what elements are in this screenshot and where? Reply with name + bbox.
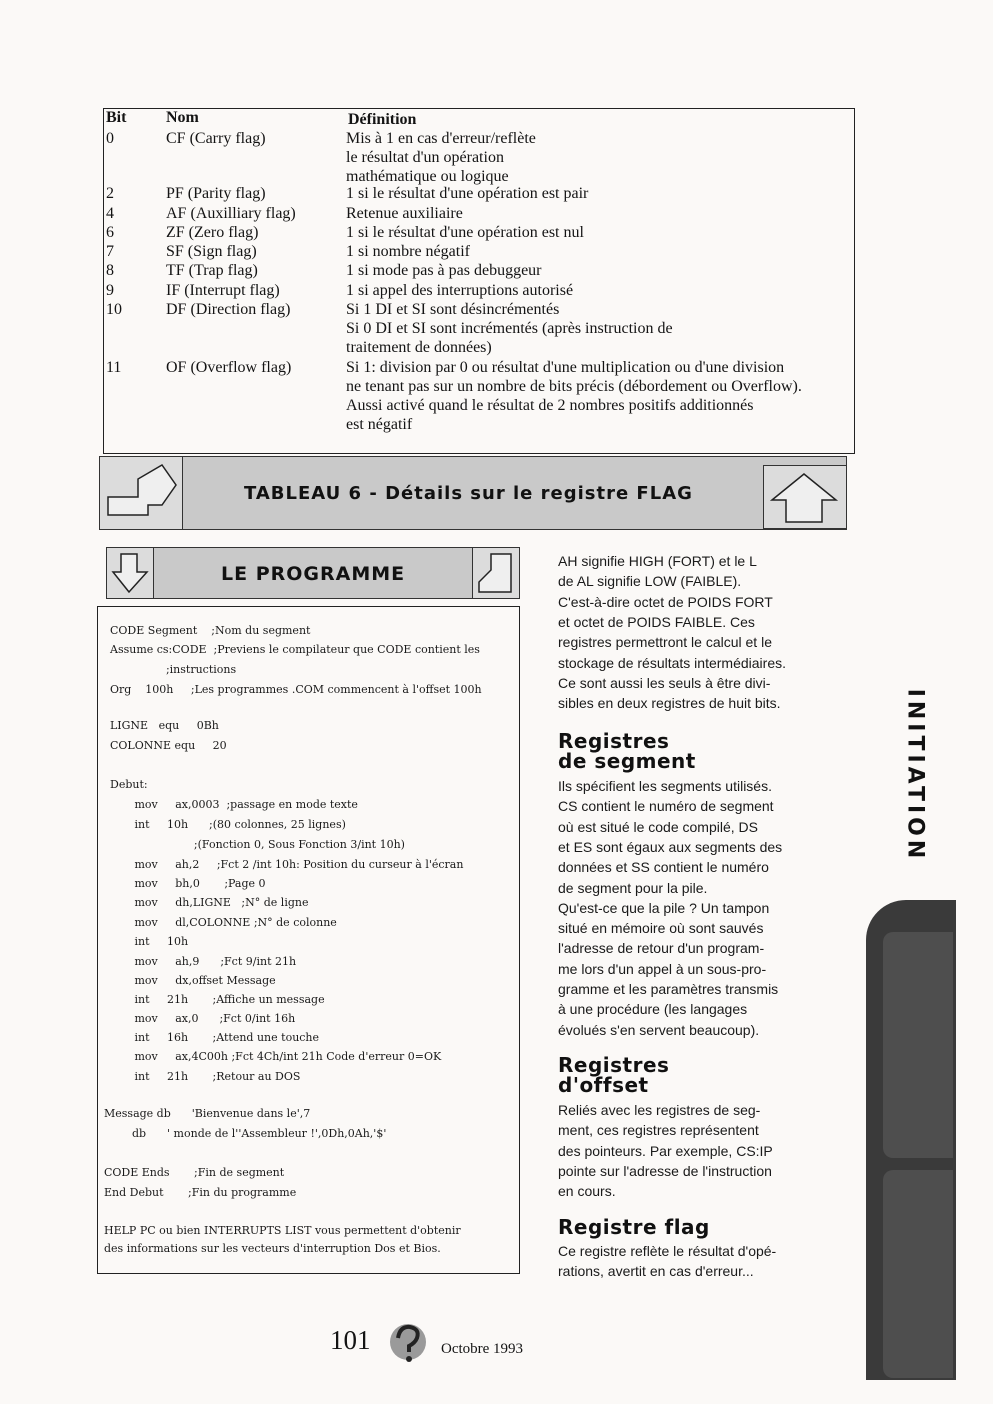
- flag-body-line: Ce registre reflète le résultat d'opé-: [558, 1243, 777, 1259]
- definition-line: 1 si appel des interruptions autorisé: [346, 282, 574, 299]
- segment-body-line: situé en mémoire où sont sauvés: [558, 920, 764, 937]
- code-line: CODE Segment ;Nom du segment: [110, 624, 311, 637]
- flag-definition: [346, 242, 851, 261]
- segment-body-line: données et SS contient le numéro: [558, 859, 769, 876]
- header-nom: Nom: [166, 109, 199, 126]
- flag-definition: [346, 358, 851, 434]
- segment-body-line: où est situé le code compilé, DS: [558, 818, 758, 835]
- segment-body-line: Ils spécifient les segments utilisés.: [558, 778, 772, 794]
- column-intro-line: registres permettront le calcul et le: [558, 634, 772, 651]
- flag-definition: [346, 261, 851, 280]
- arrow-up-right-icon: [100, 457, 182, 529]
- flag-definition: [346, 223, 851, 242]
- code-line: int 21h ;Affiche un message: [110, 993, 325, 1006]
- flag-bit: 0: [106, 130, 114, 147]
- program-listing: [97, 606, 520, 1274]
- code-line: des informations sur les vecteurs d'interruption Dos et Bios.: [104, 1242, 441, 1255]
- code-line: mov bh,0 ;Page 0: [110, 877, 266, 890]
- code-line: HELP PC ou bien INTERRUPTS LIST vous permettent d'obtenir: [104, 1224, 461, 1237]
- code-line: Message db 'Bienvenue dans le',7: [104, 1107, 311, 1120]
- issue-date: Octobre 1993: [441, 1341, 524, 1357]
- flag-bit: 9: [106, 282, 114, 299]
- code-line: CODE Ends ;Fin de segment: [104, 1166, 285, 1179]
- segment-body-line: me lors d'un appel à un sous-pro-: [558, 960, 767, 977]
- side-label: [900, 672, 928, 882]
- flag-name: PF (Parity flag): [166, 185, 266, 202]
- code-line: End Debut ;Fin du programme: [104, 1186, 297, 1199]
- header-definition: Définition: [348, 111, 417, 128]
- segment-body-line: et ES sont égaux aux segments des: [558, 838, 783, 855]
- definition-line: le résultat d'un opération: [346, 149, 504, 166]
- flag-bit: 6: [106, 224, 114, 241]
- code-line: mov ax,0 ;Fct 0/int 16h: [110, 1012, 296, 1025]
- code-line: int 21h ;Retour au DOS: [110, 1070, 301, 1083]
- code-line: ;instructions: [110, 663, 237, 676]
- tableau-banner: [99, 456, 847, 530]
- magazine-logo-icon: [384, 1320, 434, 1366]
- programme-left-box: [106, 547, 154, 599]
- flag-bit: 2: [106, 185, 114, 202]
- definition-line: 1 si le résultat d'une opération est nul: [346, 224, 584, 241]
- definition-line: 1 si mode pas à pas debuggeur: [346, 262, 542, 279]
- flag-bit: 4: [106, 205, 114, 222]
- segment-body-line: gramme et les paramètres transmis: [558, 981, 779, 997]
- code-line: db ' monde de l''Assembleur !',0Dh,0Ah,'$': [104, 1127, 387, 1140]
- code-line: COLONNE equ 20: [110, 739, 227, 752]
- side-label-text: INITIATION: [902, 688, 928, 863]
- programme-banner: [106, 547, 520, 599]
- code-line: LIGNE equ 0Bh: [110, 719, 219, 732]
- flag-name: AF (Auxilliary flag): [166, 205, 296, 222]
- flag-heading: Registre flag: [558, 1215, 710, 1239]
- code-line: mov ax,0003 ;passage en mode texte: [110, 798, 358, 811]
- flag-definition: [346, 129, 851, 186]
- flag-definition: [346, 184, 851, 203]
- column-intro-line: sibles en deux registres de huit bits.: [558, 695, 781, 712]
- flag-table: [103, 108, 855, 454]
- arrow-down-icon: [107, 548, 153, 598]
- flag-name: CF (Carry flag): [166, 130, 266, 147]
- flag-definition: [346, 300, 851, 357]
- flag-bit: 11: [106, 359, 122, 376]
- code-line: int 16h ;Attend une touche: [110, 1031, 320, 1044]
- definition-line: traitement de données): [346, 339, 492, 356]
- column-intro-line: stockage de résultats intermédiaires.: [558, 654, 786, 671]
- definition-line: Mis à 1 en cas d'erreur/reflète: [346, 130, 536, 147]
- code-line: Org 100h ;Les programmes .COM commencent à l'offset 100h: [110, 683, 482, 696]
- flag-bit: 10: [106, 301, 122, 318]
- code-line: mov dl,COLONNE ;N° de colonne: [110, 916, 337, 929]
- definition-line: Aussi activé quand le résultat de 2 nombres positifs additionnés: [346, 397, 754, 414]
- flag-name: ZF (Zero flag): [166, 224, 259, 241]
- code-line: mov dx,offset Message: [110, 974, 276, 987]
- segment-body-line: évolués s'en servent beaucoup).: [558, 1021, 760, 1038]
- side-tab-2: [883, 1170, 953, 1378]
- page-number: 101: [330, 1325, 371, 1355]
- arrow-down-left-icon: [473, 548, 519, 598]
- segment-body-line: CS contient le numéro de segment: [558, 798, 774, 815]
- tableau-title: TABLEAU 6 - Détails sur le registre FLAG: [244, 483, 693, 504]
- flag-name: TF (Trap flag): [166, 262, 258, 279]
- segment-body-line: à une procédure (les langages: [558, 1001, 748, 1018]
- flag-name: IF (Interrupt flag): [166, 282, 280, 299]
- offset-body-line: ment, ces registres représentent: [558, 1122, 759, 1139]
- segment-body-line: l'adresse de retour d'un program-: [558, 940, 765, 957]
- code-line: mov ah,9 ;Fct 9/int 21h: [110, 955, 297, 968]
- flag-name: DF (Direction flag): [166, 301, 291, 318]
- code-line: mov ax,4C00h ;Fct 4Ch/int 21h Code d'erreur 0=OK: [110, 1050, 442, 1063]
- flag-bit: 8: [106, 262, 114, 279]
- definition-line: mathématique ou logique: [346, 168, 509, 185]
- offset-body-line: Reliés avec les registres de seg-: [558, 1102, 761, 1118]
- flag-bit: 7: [106, 243, 114, 260]
- code-line: Debut:: [110, 778, 148, 791]
- segment-body-line: Qu'est-ce que la pile ? Un tampon: [558, 899, 770, 916]
- column-intro-line: et octet de POIDS FAIBLE. Ces: [558, 613, 755, 630]
- flag-body-line: rations, avertit en cas d'erreur...: [558, 1263, 754, 1280]
- definition-line: Si 1 DI et SI sont désincrémentés: [346, 301, 560, 318]
- column-intro-line: Ce sont aussi les seuls à être divi-: [558, 674, 771, 691]
- arrow-up-icon: [764, 466, 846, 528]
- column-intro-line: C'est-à-dire octet de POIDS FORT: [558, 593, 773, 610]
- segment-heading: de segment: [558, 749, 696, 773]
- definition-line: est négatif: [346, 416, 413, 433]
- header-bit: Bit: [106, 109, 127, 126]
- definition-line: ne tenant pas sur un nombre de bits précis (débordement ou Overflow).: [346, 378, 802, 395]
- offset-body-line: en cours.: [558, 1183, 616, 1200]
- code-line: int 10h ;(80 colonnes, 25 lignes): [110, 818, 346, 831]
- column-intro-line: de AL signifie LOW (FAIBLE).: [558, 573, 742, 590]
- segment-body-line: de segment pour la pile.: [558, 879, 708, 896]
- code-line: mov dh,LIGNE ;N° de ligne: [110, 896, 309, 909]
- left-arrow-box: [99, 456, 183, 530]
- code-line: int 10h: [110, 935, 189, 948]
- offset-heading: d'offset: [558, 1073, 649, 1097]
- definition-line: Si 0 DI et SI sont incrémentés (après instruction de: [346, 320, 673, 337]
- definition-line: Retenue auxiliaire: [346, 205, 463, 222]
- magazine-logo: [384, 1320, 434, 1371]
- code-line: mov ah,2 ;Fct 2 /int 10h: Position du curseur à l'écran: [110, 858, 464, 871]
- right-arrow-box: [763, 465, 847, 529]
- flag-name: SF (Sign flag): [166, 243, 257, 260]
- definition-line: 1 si nombre négatif: [346, 243, 470, 260]
- segment-heading: Registres: [558, 729, 670, 753]
- definition-line: Si 1: division par 0 ou résultat d'une multiplication ou d'une division: [346, 359, 785, 376]
- flag-definition: [346, 281, 851, 300]
- code-line: ;(Fonction 0, Sous Fonction 3/int 10h): [110, 838, 405, 851]
- side-tab-1: [883, 932, 953, 1158]
- offset-body-line: des pointeurs. Par exemple, CS:IP: [558, 1142, 773, 1159]
- programme-right-box: [472, 547, 520, 599]
- column-intro-line: AH signifie HIGH (FORT) et le L: [558, 553, 757, 569]
- offset-body-line: pointe sur l'adresse de l'instruction: [558, 1162, 772, 1179]
- definition-line: 1 si le résultat d'une opération est pair: [346, 185, 589, 202]
- flag-name: OF (Overflow flag): [166, 359, 292, 376]
- flag-definition: [346, 204, 851, 223]
- code-line: Assume cs:CODE ;Previens le compilateur que CODE contient les: [110, 643, 480, 656]
- programme-title: LE PROGRAMME: [221, 563, 406, 585]
- offset-heading: Registres: [558, 1053, 670, 1077]
